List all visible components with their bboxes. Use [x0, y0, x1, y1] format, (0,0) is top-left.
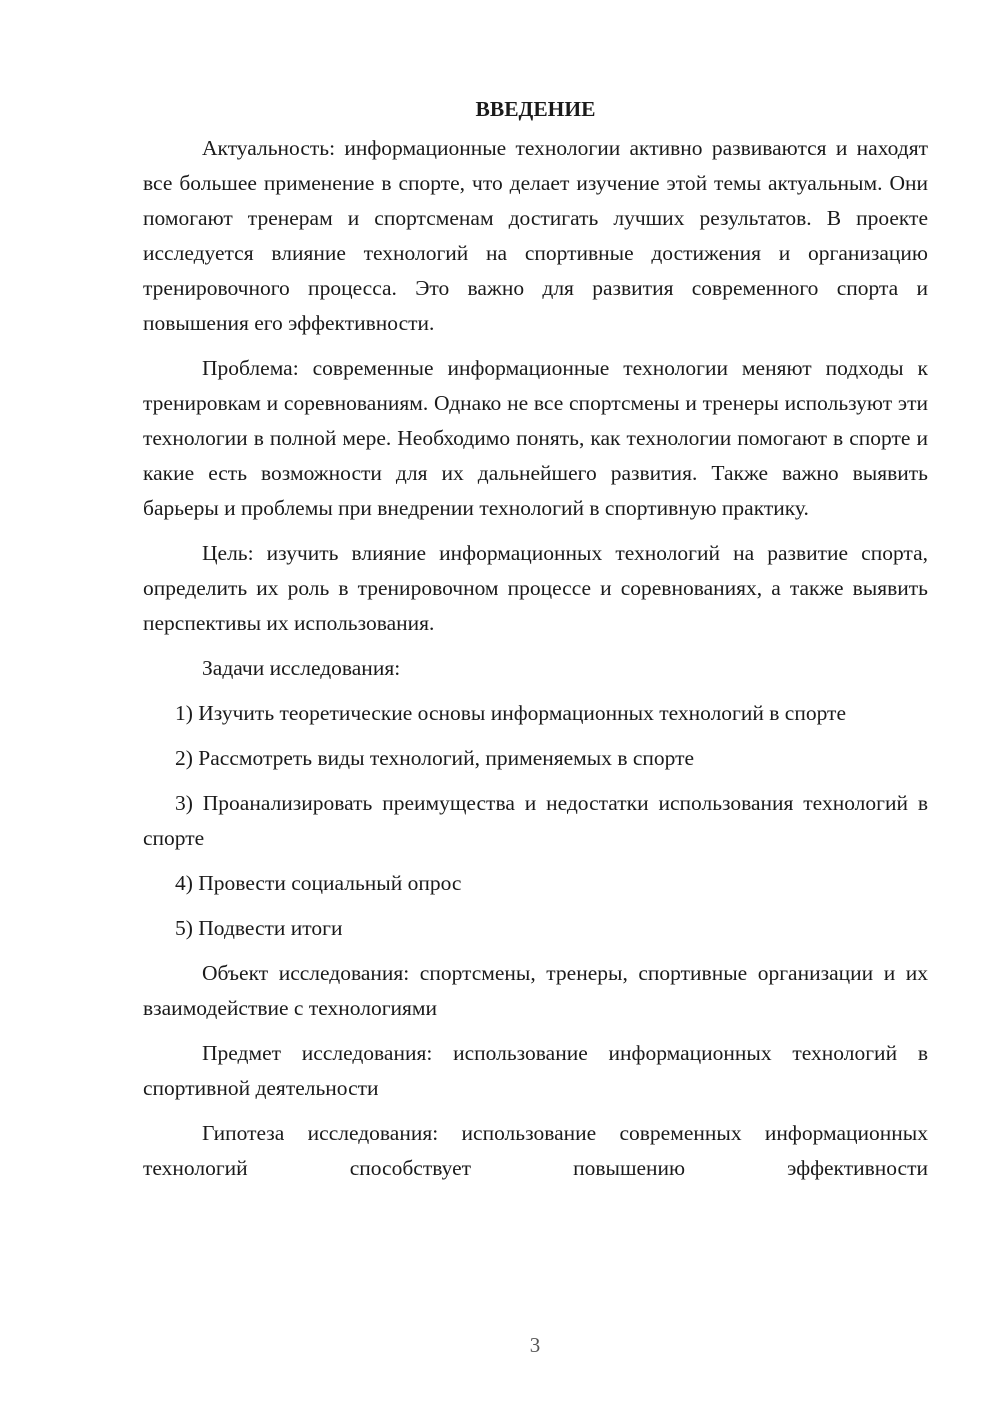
paragraph-object: Объект исследования: спортсмены, тренеры, спортивные организации и их взаимодействие с технологиями	[143, 961, 928, 1020]
paragraph-goal: Цель: изучить влияние информационных технологий на развитие спорта, определить их роль в тренировочном процессе и соревнованиях, а также выявить перспективы их использования.	[143, 541, 928, 635]
task-item-1: 1) Изучить теоретические основы информационных технологий в спорте	[175, 701, 846, 725]
paragraph-subject: Предмет исследования: использование информационных технологий в спортивной деятельности	[143, 1041, 928, 1100]
task-item-5: 5) Подвести итоги	[175, 916, 343, 940]
section-title: ВВЕДЕНИЕ	[475, 97, 596, 121]
task-item-3: 3) Проанализировать преимущества и недостатки использования технологий в спорте	[143, 791, 928, 850]
document-page	[143, 92, 928, 1196]
task-item-2: 2) Рассмотреть виды технологий, применяемых в спорте	[175, 746, 695, 770]
paragraph-relevance: Актуальность: информационные технологии активно развиваются и находят все большее применение в спорте, что делает изучение этой темы актуальным. Они помогают тренерам и спортсменам достигать лучших результатов. В проекте исследуется влияние технологий на спортивные достижения и организацию тренировочного процесса. Это важно для развития современного спорта и повышения его эффективности.	[143, 136, 928, 335]
paragraph-problem: Проблема: современные информационные технологии меняют подходы к тренировкам и соревнованиям. Однако не все спортсмены и тренеры используют эти технологии в полной мере. Необходимо понять, как технологии помогают в спорте и какие есть возможности для их дальнейшего развития. Также важно выявить барьеры и проблемы при внедрении технологий в спортивную практику.	[143, 356, 928, 520]
task-item-4: 4) Провести социальный опрос	[175, 871, 462, 895]
paragraph-hypothesis: Гипотеза исследования: использование современных информационных технологий способствует повышению эффективности	[143, 1121, 928, 1180]
paragraph-tasks-heading: Задачи исследования:	[202, 656, 401, 680]
page-number: 3	[529, 1333, 541, 1357]
